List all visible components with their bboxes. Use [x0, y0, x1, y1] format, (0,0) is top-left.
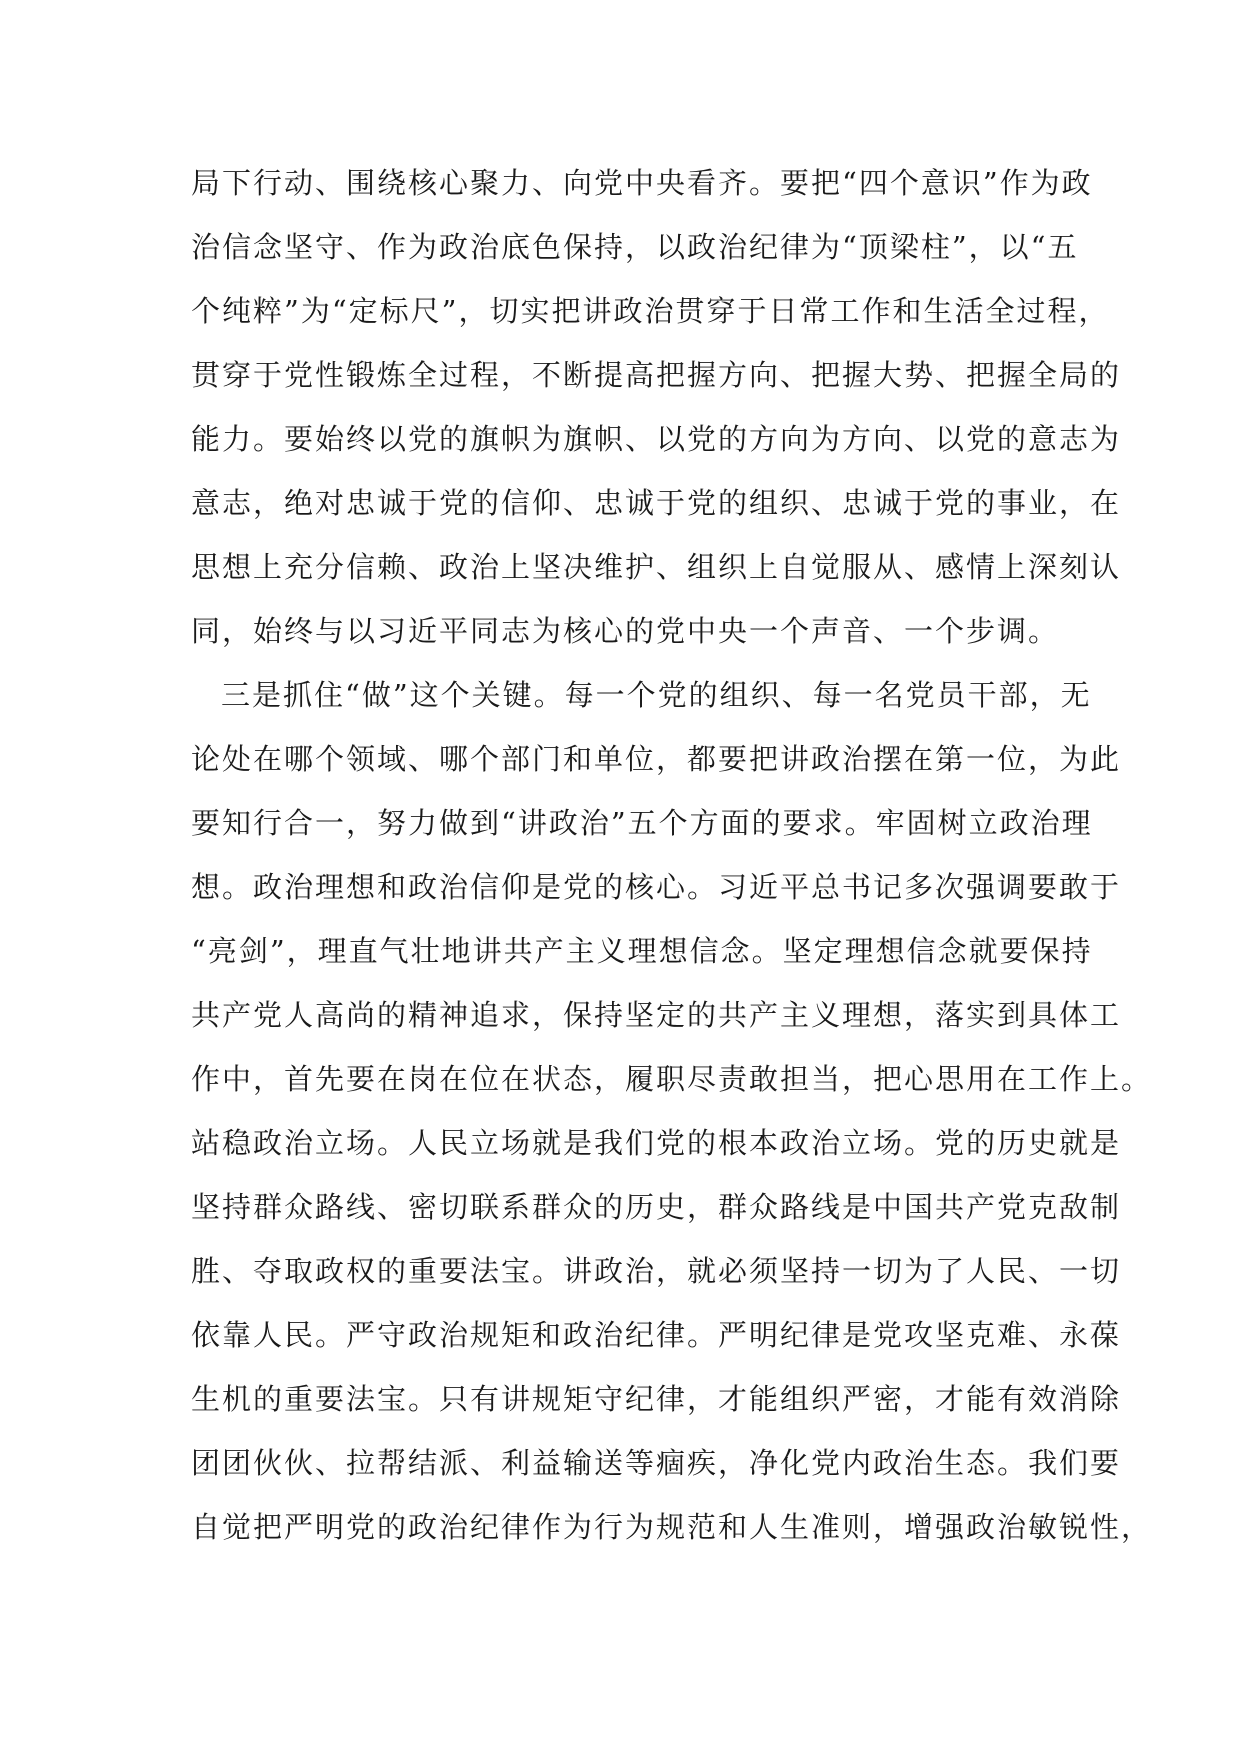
text-line: 论处在哪个领域、哪个部门和单位，都要把讲政治摆在第一位，为此 [191, 742, 1122, 776]
text-line: 思想上充分信赖、政治上坚决维护、组织上自觉服从、感情上深刻认 [191, 550, 1122, 584]
text-line: 团团伙伙、拉帮结派、利益输送等痼疾，净化党内政治生态。我们要 [191, 1446, 1122, 1480]
text-line: 个纯粹”为“定标尺”，切实把讲政治贯穿于日常工作和生活全过程， [191, 294, 1110, 328]
text-line: 贯穿于党性锻炼全过程，不断提高把握方向、把握大势、把握全局的 [191, 358, 1122, 392]
text-line: 治信念坚守、作为政治底色保持，以政治纪律为“顶梁柱”，以“五 [191, 230, 1079, 264]
text-line: “亮剑”，理直气壮地讲共产主义理想信念。坚定理想信念就要保持 [191, 934, 1093, 968]
text-line: 要知行合一，努力做到“讲政治”五个方面的要求。牢固树立政治理 [191, 806, 1093, 840]
text-line: 作中，首先要在岗在位在状态，履职尽责敢担当，把心思用在工作上。 [191, 1062, 1153, 1096]
text-line: 自觉把严明党的政治纪律作为行为规范和人生准则，增强政治敏锐性， [191, 1510, 1153, 1544]
text-line: 依靠人民。严守政治规矩和政治纪律。严明纪律是党攻坚克难、永葆 [191, 1318, 1122, 1352]
text-line: 坚持群众路线、密切联系群众的历史，群众路线是中国共产党克敌制 [191, 1190, 1122, 1224]
text-line: 局下行动、围绕核心聚力、向党中央看齐。要把“四个意识”作为政 [191, 166, 1093, 200]
text-line: 能力。要始终以党的旗帜为旗帜、以党的方向为方向、以党的意志为 [191, 422, 1122, 456]
text-line: 生机的重要法宝。只有讲规矩守纪律，才能组织严密，才能有效消除 [191, 1382, 1122, 1416]
paragraph-start-line: 三是抓住“做”这个关键。每一个党的组织、每一名党员干部，无 [221, 678, 1092, 712]
text-line: 想。政治理想和政治信仰是党的核心。习近平总书记多次强调要敢于 [191, 870, 1122, 904]
body-text [191, 151, 1153, 1559]
text-line: 共产党人高尚的精神追求，保持坚定的共产主义理想，落实到具体工 [191, 998, 1122, 1032]
text-line: 意志，绝对忠诚于党的信仰、忠诚于党的组织、忠诚于党的事业，在 [191, 486, 1122, 520]
text-line: 同，始终与以习近平同志为核心的党中央一个声音、一个步调。 [191, 614, 1060, 648]
text-line: 胜、夺取政权的重要法宝。讲政治，就必须坚持一切为了人民、一切 [191, 1254, 1122, 1288]
text-line: 站稳政治立场。人民立场就是我们党的根本政治立场。党的历史就是 [191, 1126, 1122, 1160]
